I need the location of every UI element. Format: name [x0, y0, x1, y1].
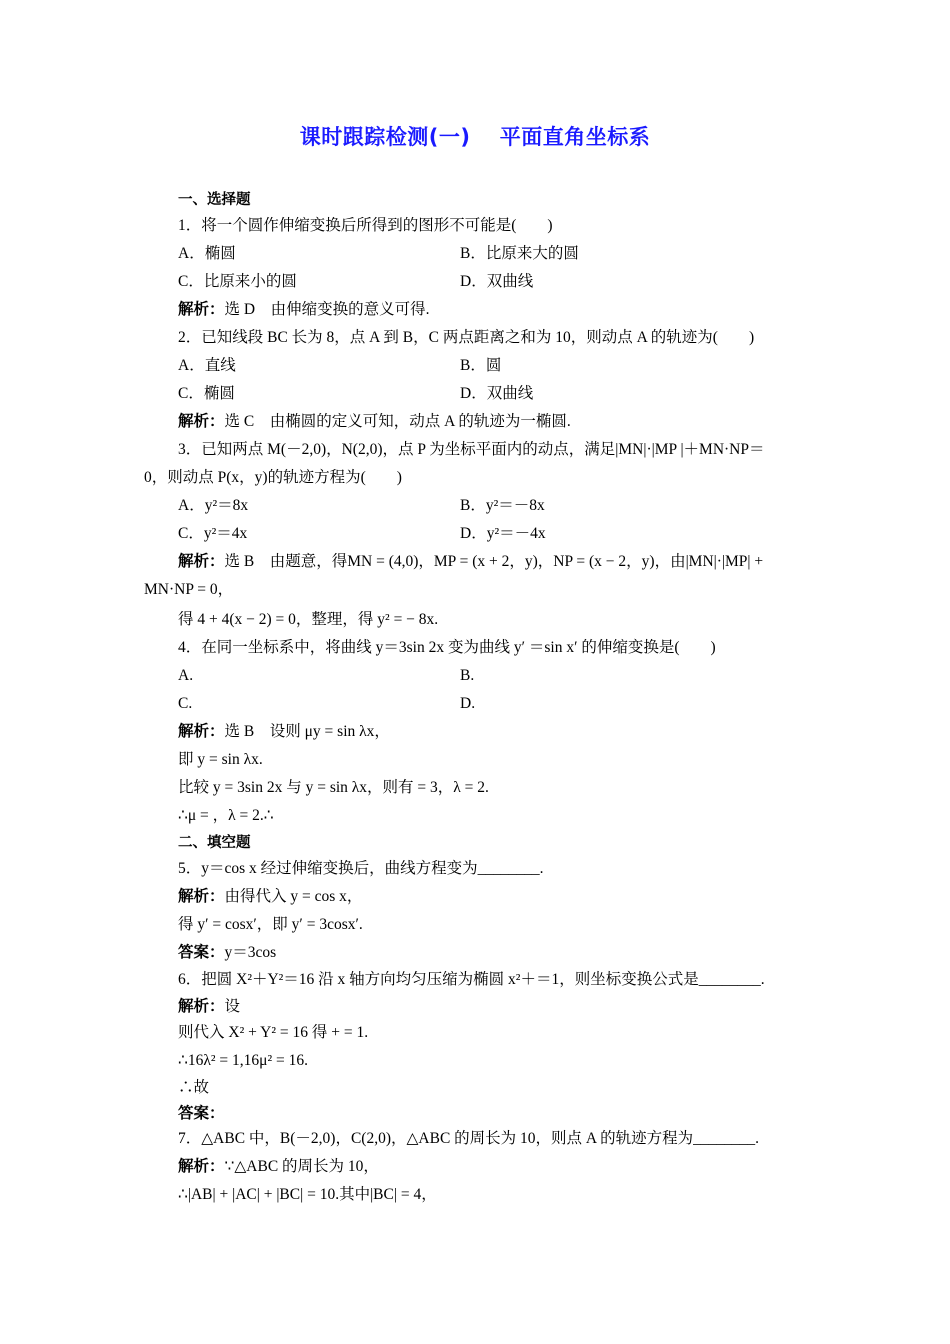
- q4-option-d: D.: [460, 695, 476, 712]
- q6-analysis-line1: 解析：设: [178, 998, 241, 1015]
- q6-analysis-line4: ∴故: [178, 1079, 210, 1096]
- q5-stem: 5．y＝cos x 经过伸缩变换后，曲线方程变为________.: [178, 860, 544, 877]
- page-title: 课时跟踪检测(一) 平面直角坐标系: [299, 125, 651, 149]
- q2-stem: 2．已知线段 BC 长为 8，点 A 到 B，C 两点距离之和为 10，则动点 A 的轨迹为( ): [178, 329, 755, 346]
- q3-option-d: D．y²＝－4x: [460, 525, 546, 542]
- q4-option-b: B.: [460, 667, 475, 684]
- q6-answer: [178, 1104, 225, 1124]
- q4-option-a: A.: [178, 667, 194, 684]
- q4-analysis-line2: 即 y = sin λx.: [178, 751, 263, 768]
- q4-analysis-line1: 解析：选 B 设则 μy = sin λx，: [178, 723, 390, 740]
- section-heading-fill: 二、填空题: [178, 835, 251, 851]
- q4-option-c: C.: [178, 695, 193, 712]
- label-prefix: 解析：: [178, 888, 225, 905]
- label-prefix: 答案：: [178, 944, 225, 961]
- q5-analysis-line2: 得 y′ = cosx′，即 y′ = 3cosx′.: [178, 916, 363, 933]
- q1-option-b: B．比原来大的圆: [460, 245, 579, 262]
- q7-stem: 7．△ABC 中，B(－2,0)，C(2,0)，△ABC 的周长为 10，则点 A 的轨迹方程为________.: [178, 1130, 759, 1147]
- q1-option-d: D．双曲线: [460, 273, 534, 290]
- label-prefix: 解析：: [178, 553, 225, 570]
- label-prefix: 解析：: [178, 723, 225, 740]
- q3-analysis-line3: 得 4 + 4(x − 2) = 0，整理，得 y² = − 8x.: [178, 611, 439, 628]
- q3-option-a: A．y²＝8x: [178, 497, 249, 514]
- q3-analysis-line1: 解析：选 B 由题意，得MN = (4,0)，MP = (x + 2，y)，NP = (x − 2，y)，由|MN|·|MP| +: [178, 553, 764, 570]
- section-heading-choice: 一、选择题: [178, 192, 251, 208]
- q2-option-d: D．双曲线: [460, 385, 534, 402]
- q3-stem-line1: 3．已知两点 M(－2,0)，N(2,0)，点 P 为坐标平面内的动点，满足|MN|·|MP |＋MN·NP＝: [178, 441, 765, 458]
- label-prefix: 解析：: [178, 998, 225, 1015]
- label-prefix: 解析：: [178, 301, 225, 318]
- q6-analysis-line3: ∴16λ² = 1,16μ² = 16.: [178, 1052, 308, 1069]
- q3-option-b: B．y²＝－8x: [460, 497, 545, 514]
- label-prefix: 解析：: [178, 1158, 225, 1175]
- q7-analysis-line1: 解析：∵△ABC 的周长为 10，: [178, 1158, 379, 1175]
- q3-option-c: C．y²＝4x: [178, 525, 248, 542]
- q4-analysis-line4: ∴μ = ，λ = 2.∴: [178, 807, 274, 824]
- q7-analysis-line2: ∴|AB| + |AC| + |BC| = 10.其中|BC| = 4，: [178, 1186, 437, 1203]
- q1-option-a: A．椭圆: [178, 245, 236, 262]
- label-prefix: 答案：: [178, 1105, 225, 1122]
- q1-stem: 1．将一个圆作伸缩变换后所得到的图形不可能是( ): [178, 217, 553, 234]
- q2-analysis: 解析：选 C 由椭圆的定义可知，动点 A 的轨迹为一椭圆.: [178, 413, 571, 430]
- q5-analysis-line1: 解析：由得代入 y = cos x，: [178, 888, 363, 905]
- q5-answer: 答案：y＝3cos: [178, 944, 277, 961]
- q3-stem-line2: 0，则动点 P(x，y)的轨迹方程为( ): [144, 469, 402, 486]
- q4-stem: 4．在同一坐标系中，将曲线 y＝3sin 2x 变为曲线 y′ ＝sin x′ 的伸缩变换是( ): [178, 639, 716, 656]
- q2-option-b: B．圆: [460, 357, 502, 374]
- q2-option-a: A．直线: [178, 357, 236, 374]
- q4-analysis-line3: 比较 y = 3sin 2x 与 y = sin λx，则有 = 3，λ = 2.: [178, 779, 489, 796]
- q3-analysis-line2: MN·NP = 0，: [144, 581, 234, 598]
- q6-analysis-line2: 则代入 X² + Y² = 16 得 + = 1.: [178, 1024, 369, 1041]
- q1-analysis: 解析：选 D 由伸缩变换的意义可得.: [178, 301, 430, 318]
- q6-stem: 6．把圆 X²＋Y²＝16 沿 x 轴方向均匀压缩为椭圆 x²＋＝1，则坐标变换公式是________.: [178, 971, 765, 988]
- label-prefix: 解析：: [178, 413, 225, 430]
- q1-option-c: C．比原来小的圆: [178, 273, 297, 290]
- q2-option-c: C．椭圆: [178, 385, 235, 402]
